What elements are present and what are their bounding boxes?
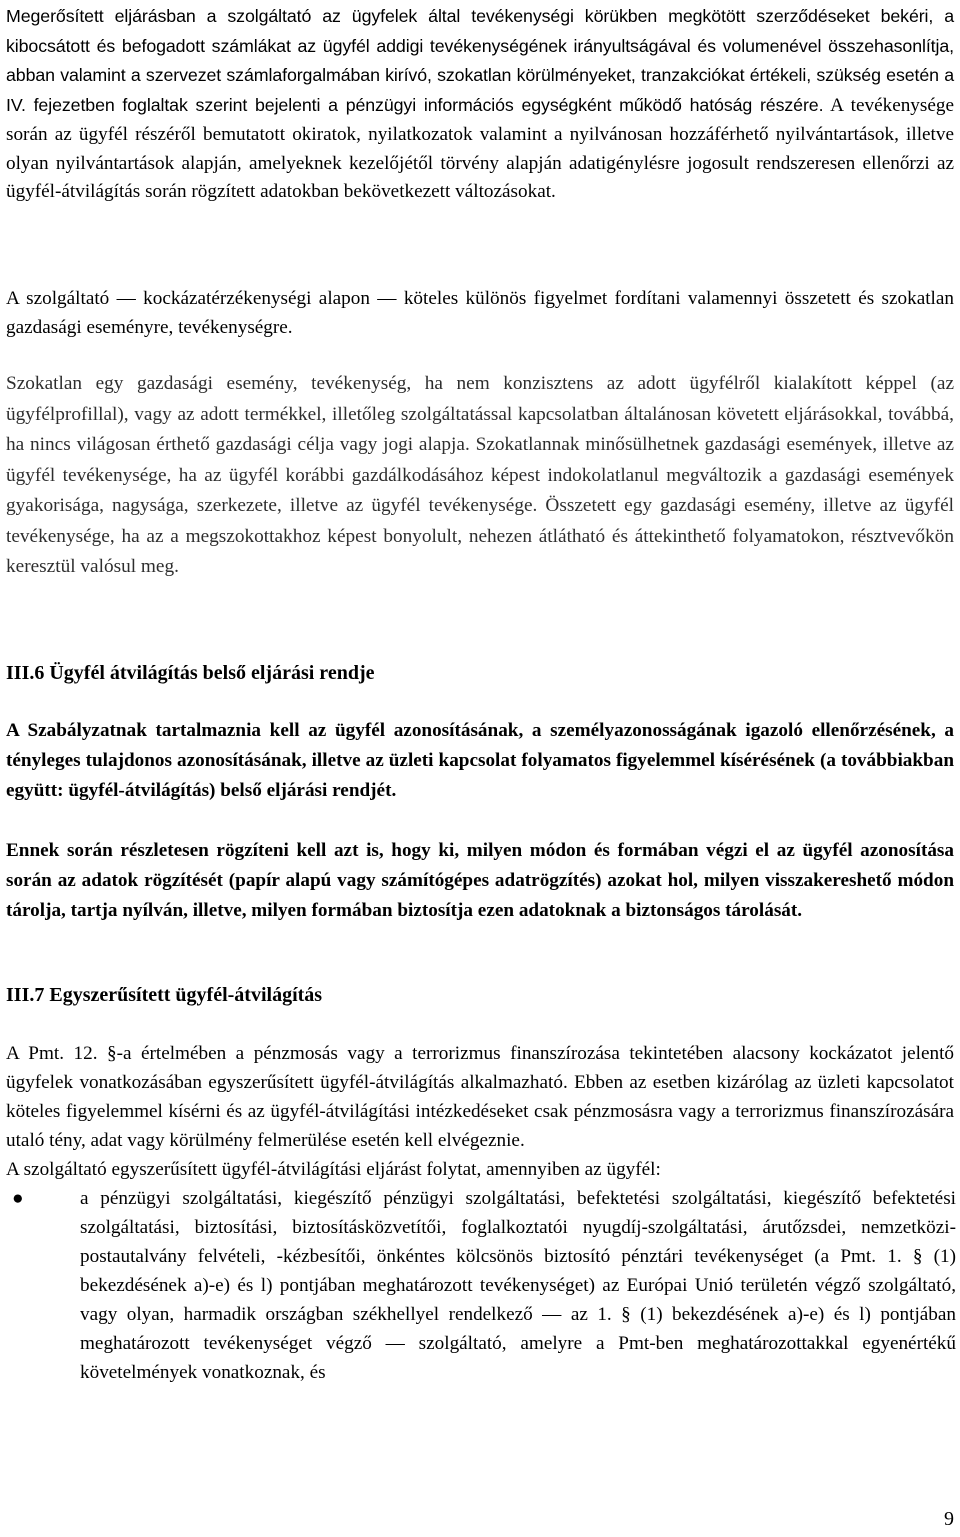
- paragraph-simplified-due-diligence: A Pmt. 12. §-a értelmében a pénzmosás vagy a terrorizmus finanszírozása tekintetében alacsony kockázatot jelentő ügyfelek vonatkozásában egyszerűsített ügyfél-átvilágítás alkalmazható. Ebben az esetben kizárólag az üzleti kapcsolatot köteles figyelemmel kísérni és az ügyfél-átvilágítási intézkedéseket csak pénzmosásra vagy a terrorizmus finanszírozására utaló tény, adat vagy körülmény felmerülése esetén kell elvégeznie.: [6, 1043, 954, 1151]
- list-item-text: a pénzügyi szolgáltatási, kiegészítő pénzügyi szolgáltatási, befektetési szolgáltatási, kiegészítő befektetési szolgáltatási, biztosítási, biztosításközvetítői, foglalkoztatói nyugdíj-szolgáltatási, árutőzsdei, nemzetközi-postautalvány felvételi, -kézbesítői, önkéntes kölcsönös biztosító pénztári tevékenységet (a Pmt. 1. § (1) bekezdésének a)-e) és l) pontjában meghatározott tevékenységet) az Európai Unió területén végző szolgáltató, vagy olyan, harmadik országban székhellyel rendelkező ― az 1. § (1) bekezdésének a)-e) és l) pontjában meghatározott tevékenységet végző ― szolgáltató, amelyre a Pmt-ben meghatározottakkal egyenértékű követelmények vonatkoznak, és: [80, 1188, 956, 1383]
- paragraph-regulation-requirements: A Szabályzatnak tartalmaznia kell az ügyfél azonosításának, a személyazonosságának igazoló ellenőrzésének, a tényleges tulajdonos azonosításának, illetve az üzleti kapcsolat folyamatos figyelemmel kísérésének (a továbbiakban együtt: ügyfél-átvilágítás) belső eljárási rendjét.: [6, 720, 954, 801]
- paragraph-risk-attention: A szolgáltató ― kockázatérzékenységi alapon ― köteles különös figyelmet fordítani valamennyi összetett és szokatlan gazdasági eseményre, tevékenységre.: [6, 288, 954, 338]
- paragraph-enhanced-procedure-serif: A tevékenysége során az ügyfél részéről bemutatott okiratok, nyilatkozatok valamint a nyilvánosan hozzáférhető nyilvántartások, illetve olyan nyilvántartások alapján, amelyeknek kezelőjétől törvény alapján adatigénylésre jogosult rendszeresen ellenőrzi az ügyfél-átvilágítás során rögzített adatokban bekövetkezett változásokat.: [6, 95, 954, 203]
- paragraph-data-recording: Ennek során részletesen rögzíteni kell azt is, hogy ki, milyen módon és formában végzi el az ügyfél azonosítása során az adatok rögzítését (papír alapú vagy számítógépes adatrögzítés) azokat hol, milyen visszakereshető módon tárolja, tartja nyílván, illetve, milyen formában biztosítja ezen adatoknak a biztonságos tárolását.: [6, 840, 954, 921]
- paragraph-enhanced-procedure-sans: Megerősített eljárásban a szolgáltató az ügyfelek által tevékenységi körükben megkötött szerződéseket bekéri, a kibocsátott és befogadott számlákat az ügyfél addigi tevékenységének irányultságával és volumenével összehasonlítja, abban valamint a szervezet számlaforgalmában kirívó, szokatlan körülményeket, tranzakciókat értékeli, szükség esetén a IV. fejezetben foglaltak szerint bejelenti a pénzügyi információs egységként működő hatóság részére.: [6, 6, 954, 116]
- list-item: [6, 1184, 956, 1387]
- heading-section-3-7: III.7 Egyszerűsített ügyfél-átvilágítás: [6, 984, 323, 1006]
- bullet-icon: ●: [12, 1188, 24, 1209]
- heading-section-3-6: III.6 Ügyfél átvilágítás belső eljárási rendje: [6, 662, 375, 684]
- paragraph-simplified-conditions: A szolgáltató egyszerűsített ügyfél-átvilágítási eljárást folytat, amennyiben az ügyfél:: [6, 1159, 661, 1180]
- page-number: 9: [944, 1508, 954, 1530]
- paragraph-enhanced-procedure: [6, 2, 954, 207]
- paragraph-unusual-events: Szokatlan egy gazdasági esemény, tevékenység, ha nem konzisztens az adott ügyfélről kialakított képpel (az ügyfélprofillal), vagy az adott termékkel, illetőleg szolgáltatással kapcsolatban általánosan követett eljárásokkal, továbbá, ha nincs világosan érthető gazdasági célja vagy jogi alapja. Szokatlannak minősülhetnek gazdasági események, illetve az ügyfél tevékenysége, ha az ügyfél korábbi gazdálkodásához képest indokolatlanul megváltozik a gazdasági események gyakorisága, nagysága, szerkezete, illetve az ügyfél tevékenysége. Összetett egy gazdasági esemény, illetve az ügyfél tevékenysége, ha az a megszokottakhoz képest bonyolult, nehezen átlátható és áttekinthető folyamatokon, résztvevőkön keresztül valósul meg.: [6, 373, 954, 577]
